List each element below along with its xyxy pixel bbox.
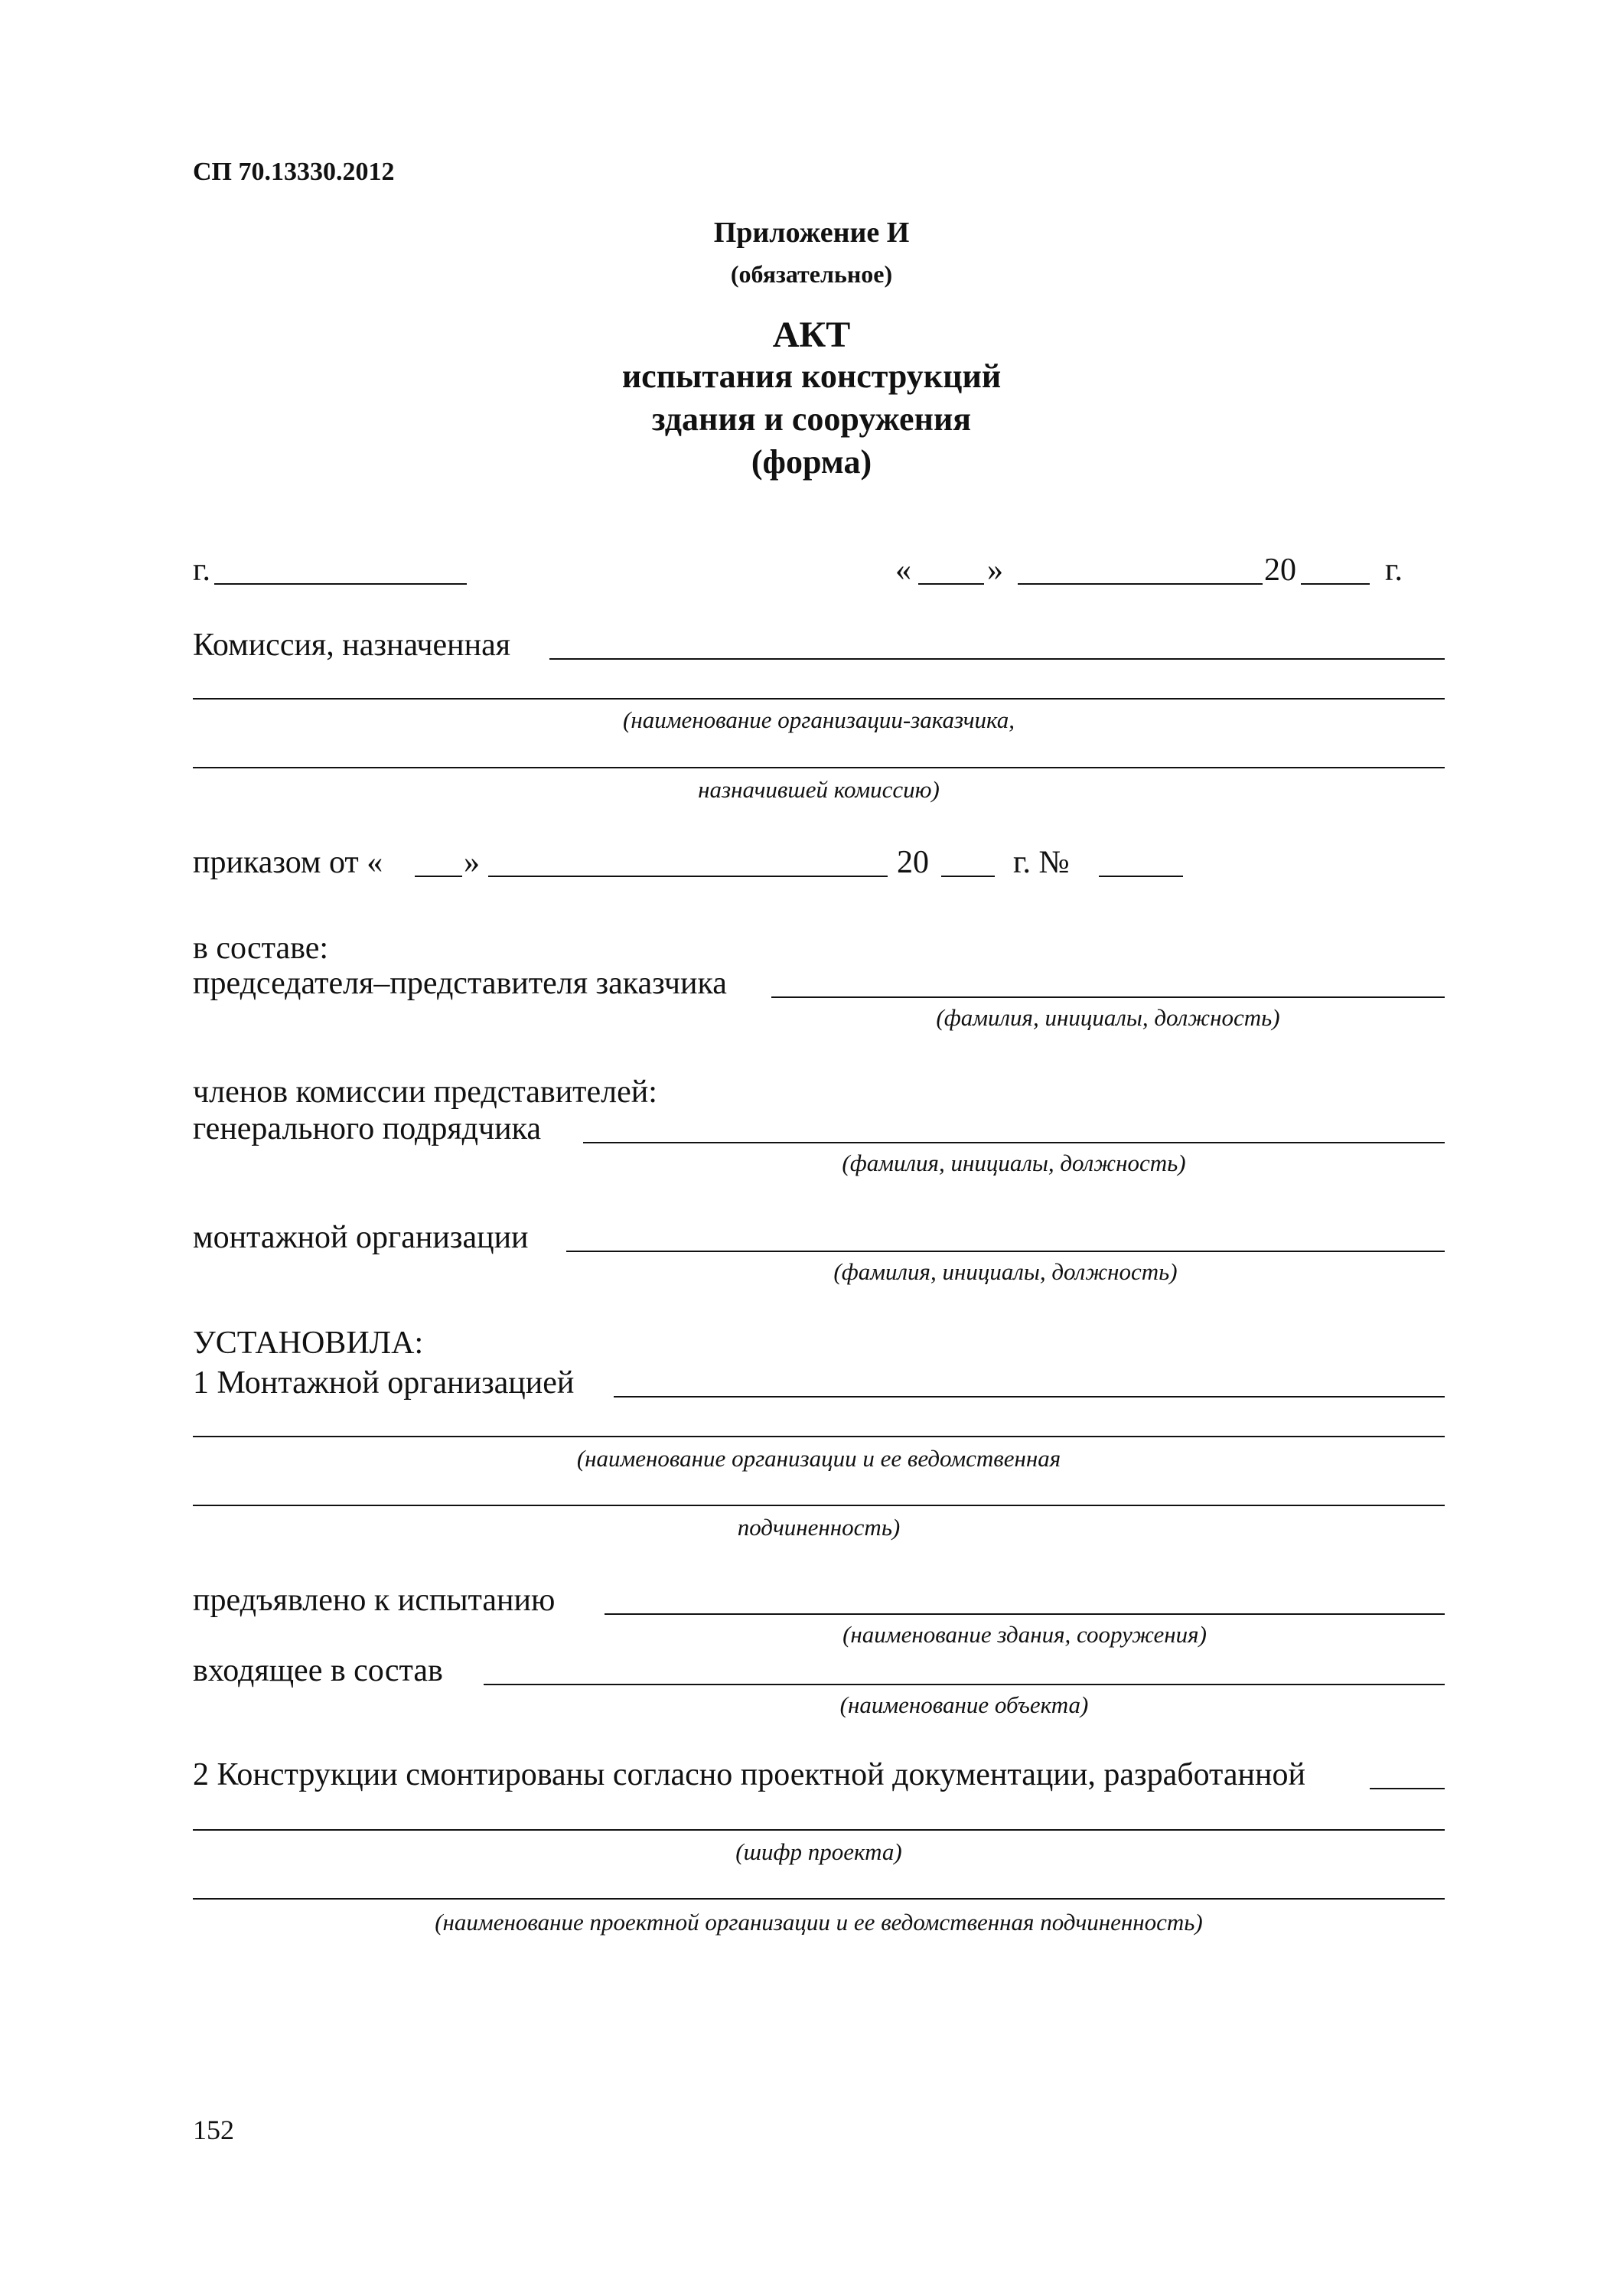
part-of-hint: (наименование объекта) bbox=[839, 1691, 1089, 1718]
members-label: членов комиссии представителей: bbox=[193, 1075, 657, 1110]
chairman-hint: (фамилия, инициалы, должность) bbox=[936, 1004, 1280, 1031]
presented-hint: (наименование здания, сооружения) bbox=[842, 1621, 1207, 1648]
city-field[interactable] bbox=[214, 583, 467, 585]
commission-field-line3[interactable] bbox=[193, 767, 1445, 768]
order-year-field[interactable] bbox=[941, 876, 995, 877]
order-number-label: г. № bbox=[1013, 845, 1070, 880]
composition-label: в составе: bbox=[193, 931, 329, 966]
year-field[interactable] bbox=[1301, 583, 1370, 585]
established-heading: УСТАНОВИЛА: bbox=[193, 1326, 424, 1361]
item1-field-line2[interactable] bbox=[193, 1436, 1445, 1437]
appendix-mandatory: (обязательное) bbox=[730, 260, 893, 288]
item2-field[interactable] bbox=[1370, 1788, 1445, 1789]
order-quote-close: » bbox=[464, 845, 480, 880]
item1-hint1: (наименование организации и ее ведомственная bbox=[576, 1445, 1061, 1472]
act-title: АКТ bbox=[772, 315, 851, 355]
part-of-field[interactable] bbox=[484, 1684, 1445, 1685]
project-org-hint: (наименование проектной организации и ее ведомственная подчиненность) bbox=[435, 1909, 1203, 1936]
order-year-prefix: 20 bbox=[897, 845, 929, 880]
order-month-field[interactable] bbox=[488, 876, 888, 877]
commission-field-line2[interactable] bbox=[193, 698, 1445, 700]
act-title-line2: здания и сооружения bbox=[651, 400, 972, 438]
item1-field-line3[interactable] bbox=[193, 1505, 1445, 1506]
contractor-label: генерального подрядчика bbox=[193, 1111, 542, 1146]
day-quote-close: » bbox=[987, 553, 1003, 588]
presented-label: предъявлено к испытанию bbox=[193, 1583, 556, 1618]
part-of-label: входящее в состав bbox=[193, 1653, 443, 1688]
installer-label: монтажной организации bbox=[193, 1220, 529, 1255]
document-code: СП 70.13330.2012 bbox=[193, 158, 395, 186]
year-prefix: 20 bbox=[1264, 553, 1296, 588]
appendix-title: Приложение И bbox=[713, 217, 910, 249]
act-title-line3: (форма) bbox=[751, 443, 872, 481]
commission-label: Комиссия, назначенная bbox=[193, 628, 511, 663]
order-day-field[interactable] bbox=[415, 876, 462, 877]
month-field[interactable] bbox=[1018, 583, 1263, 585]
chairman-field[interactable] bbox=[771, 996, 1445, 998]
item1-hint2: подчиненность) bbox=[737, 1514, 901, 1541]
day-quote-open: « bbox=[895, 553, 911, 588]
commission-hint2: назначившей комиссию) bbox=[698, 776, 940, 803]
order-number-field[interactable] bbox=[1099, 876, 1183, 877]
item1-label: 1 Монтажной организацией bbox=[193, 1365, 575, 1401]
year-suffix: г. bbox=[1385, 553, 1403, 588]
act-title-line1: испытания конструкций bbox=[621, 357, 1002, 395]
project-code-hint: (шифр проекта) bbox=[735, 1838, 902, 1865]
commission-hint1: (наименование организации-заказчика, bbox=[623, 706, 1015, 733]
project-code-field[interactable] bbox=[193, 1829, 1445, 1831]
contractor-field[interactable] bbox=[583, 1142, 1445, 1143]
item1-field[interactable] bbox=[614, 1396, 1445, 1397]
project-org-field[interactable] bbox=[193, 1898, 1445, 1900]
chairman-label: председателя–представителя заказчика bbox=[193, 966, 727, 1001]
contractor-hint: (фамилия, инициалы, должность) bbox=[842, 1150, 1186, 1176]
day-field[interactable] bbox=[918, 583, 984, 585]
installer-hint: (фамилия, инициалы, должность) bbox=[833, 1258, 1178, 1285]
installer-field[interactable] bbox=[566, 1251, 1445, 1252]
city-prefix: г. bbox=[193, 553, 210, 588]
item2-label: 2 Конструкции смонтированы согласно проектной документации, разработанной bbox=[193, 1757, 1305, 1792]
page-number: 152 bbox=[193, 2115, 234, 2145]
commission-field[interactable] bbox=[549, 658, 1445, 660]
presented-field[interactable] bbox=[605, 1613, 1445, 1615]
order-label: приказом от « bbox=[193, 845, 383, 880]
